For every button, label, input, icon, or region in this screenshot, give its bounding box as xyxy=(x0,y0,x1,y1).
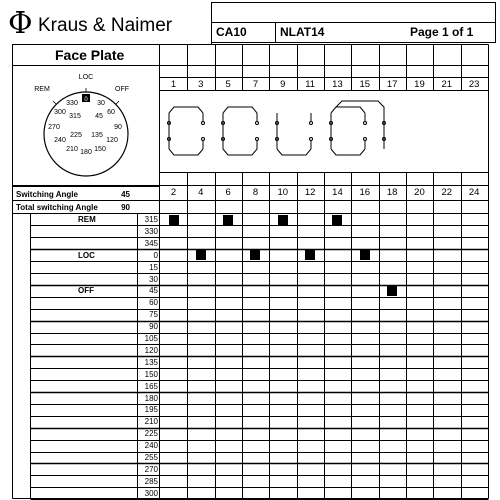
angle-105: 105 xyxy=(144,334,158,343)
terminal-bottom-14: 14 xyxy=(332,187,343,198)
angle-330: 330 xyxy=(144,226,158,236)
terminal-top-23: 23 xyxy=(468,79,480,90)
code-1: CA10 xyxy=(216,25,247,39)
angle-75: 75 xyxy=(149,310,158,320)
angle-270: 270 xyxy=(144,464,158,474)
dial-315: 315 xyxy=(69,113,81,120)
angle-60: 60 xyxy=(149,298,158,308)
switching-angle-value: 45 xyxy=(121,190,130,199)
faceplate-title: Face Plate xyxy=(55,47,125,63)
terminal-bottom-24: 24 xyxy=(468,187,480,198)
angle-15: 15 xyxy=(149,262,158,272)
brand-symbol: Φ xyxy=(8,6,33,41)
dial-330: 330 xyxy=(66,100,78,107)
angle-165: 165 xyxy=(144,381,158,391)
angle-240: 240 xyxy=(144,441,158,451)
total-switching-angle-label: Total switching Angle xyxy=(16,203,98,212)
dial-90: 90 xyxy=(114,124,122,131)
angle-45: 45 xyxy=(149,286,158,296)
angle-195: 195 xyxy=(144,405,158,415)
page-indicator: Page 1 of 1 xyxy=(410,25,474,39)
terminal-bottom-18: 18 xyxy=(386,187,398,198)
contact-closed-marker xyxy=(387,286,397,296)
contact-closed-marker xyxy=(305,250,315,260)
dial-135: 135 xyxy=(91,132,103,139)
dial-120: 120 xyxy=(106,137,118,144)
angle-135: 135 xyxy=(144,357,158,367)
faceplate-dial xyxy=(14,68,158,184)
angle-90: 90 xyxy=(149,322,158,332)
terminal-bottom-22: 22 xyxy=(441,187,453,198)
terminal-bottom-8: 8 xyxy=(252,187,259,198)
terminal-bottom-10: 10 xyxy=(277,187,289,198)
position-off: OFF xyxy=(78,286,94,296)
terminal-bottom-4: 4 xyxy=(198,187,204,198)
angle-225: 225 xyxy=(144,429,158,439)
angle-315: 315 xyxy=(144,215,158,224)
terminal-top-3: 3 xyxy=(198,79,204,90)
angle-285: 285 xyxy=(144,476,158,486)
switching-angle-label: Switching Angle xyxy=(16,190,78,199)
contact-closed-marker xyxy=(278,215,288,225)
dial-60: 60 xyxy=(107,109,115,116)
pointer-label: 0 xyxy=(84,97,88,103)
dial-180: 180 xyxy=(80,149,92,156)
dial-270: 270 xyxy=(48,124,60,131)
brand-name: Kraus & Naimer xyxy=(38,15,173,36)
angle-180: 180 xyxy=(144,393,158,403)
angle-345: 345 xyxy=(144,238,158,248)
angle-120: 120 xyxy=(144,345,158,355)
contact-closed-marker xyxy=(196,250,206,260)
angle-150: 150 xyxy=(144,369,158,379)
position-rem: REM xyxy=(78,215,96,224)
terminal-top-13: 13 xyxy=(332,79,343,90)
terminal-bottom-2: 2 xyxy=(170,187,177,198)
contact-closed-marker xyxy=(250,250,260,260)
terminal-bottom-16: 16 xyxy=(359,187,371,198)
contact-closed-marker xyxy=(223,215,233,225)
dial-225: 225 xyxy=(70,132,82,139)
angle-255: 255 xyxy=(144,453,158,462)
label-rem: REM xyxy=(34,86,50,93)
terminal-bottom-20: 20 xyxy=(414,187,425,198)
angle-0: 0 xyxy=(153,250,158,260)
dial-150: 150 xyxy=(94,146,106,153)
terminal-bottom-6: 6 xyxy=(225,187,231,198)
terminal-top-7: 7 xyxy=(252,79,259,90)
terminal-top-21: 21 xyxy=(441,79,453,90)
angle-210: 210 xyxy=(144,417,158,427)
terminal-top-11: 11 xyxy=(305,79,316,90)
label-loc: LOC xyxy=(78,74,94,81)
terminal-top-17: 17 xyxy=(386,79,398,90)
dial-210: 210 xyxy=(66,146,78,153)
terminal-top-9: 9 xyxy=(280,79,286,90)
contact-closed-marker xyxy=(360,250,370,260)
contact-diagram xyxy=(160,91,488,172)
position-loc: LOC xyxy=(78,250,95,260)
dial-240: 240 xyxy=(54,137,66,144)
dial-45: 45 xyxy=(95,113,103,120)
contact-closed-marker xyxy=(332,215,342,225)
code-2: NLAT14 xyxy=(280,25,325,39)
terminal-top-19: 19 xyxy=(414,79,425,90)
terminal-top-15: 15 xyxy=(359,79,371,90)
dial-30: 30 xyxy=(97,100,105,107)
terminal-bottom-12: 12 xyxy=(304,187,316,198)
angle-30: 30 xyxy=(149,274,158,284)
terminal-top-5: 5 xyxy=(225,79,231,90)
dial-300: 300 xyxy=(54,109,66,116)
terminal-top-1: 1 xyxy=(170,79,177,90)
angle-300: 300 xyxy=(144,488,158,498)
total-switching-angle-value: 90 xyxy=(121,203,130,212)
label-off: OFF xyxy=(115,86,129,93)
contact-closed-marker xyxy=(169,215,179,225)
